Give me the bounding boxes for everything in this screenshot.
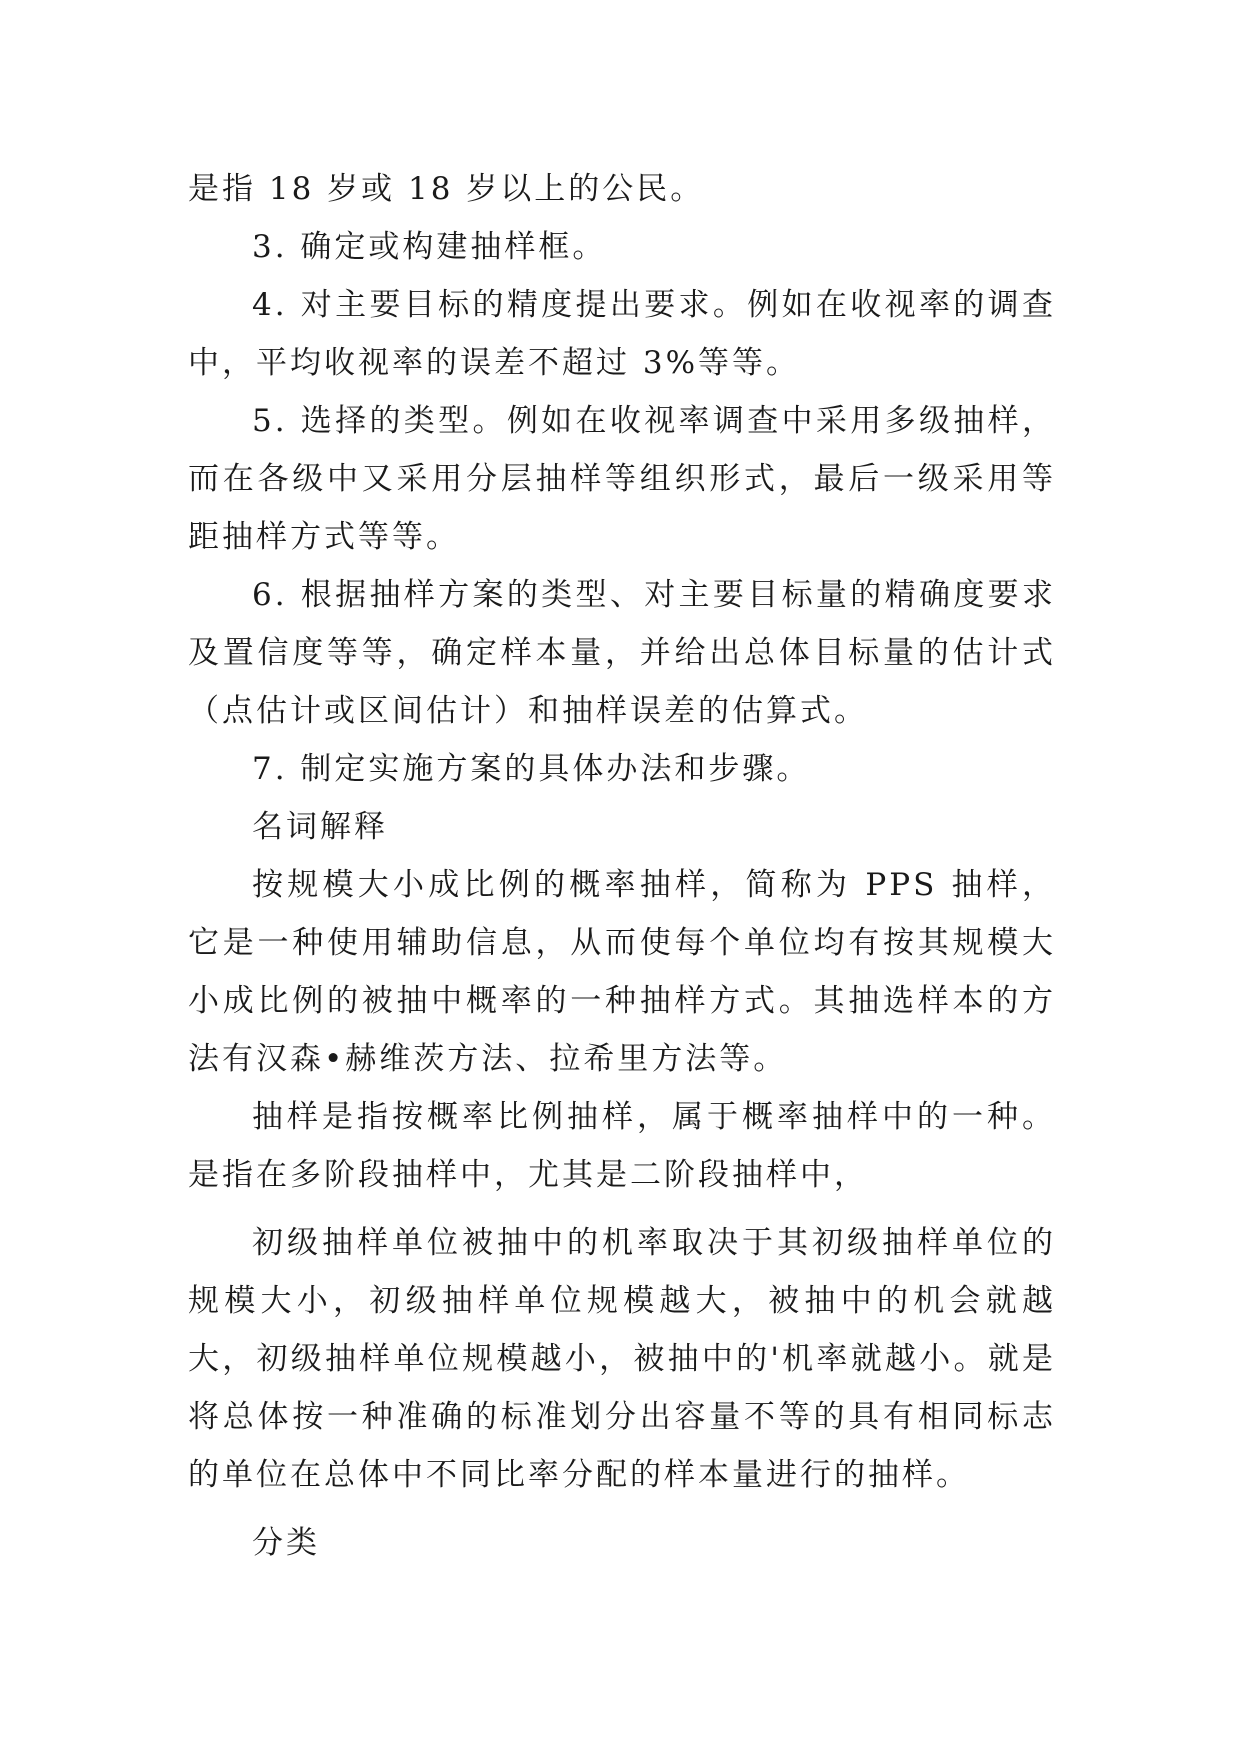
paragraph-step-3: 3. 确定或构建抽样框。: [252, 229, 607, 265]
paragraph-pps-explanation: 抽样是指按概率比例抽样，属于概率抽样中的一种。是指在多阶段抽样中，尤其是二阶段抽样中，: [188, 1099, 1056, 1193]
paragraph-continuation: 是指 18 岁或 18 岁以上的公民。: [188, 171, 705, 207]
paragraph-pps-definition: 按规模大小成比例的概率抽样，简称为 PPS 抽样，它是一种使用辅助信息，从而使每个单位均有按其规模大小成比例的被抽中概率的一种抽样方式。其抽选样本的方法有汉森•赫维茨方法、拉希里方法等。: [188, 867, 1056, 1077]
paragraph-step-4: 4. 对主要目标的精度提出要求。例如在收视率的调查中，平均收视率的误差不超过 3%等等。: [188, 287, 1056, 381]
paragraph-step-7: 7. 制定实施方案的具体办法和步骤。: [252, 751, 811, 787]
paragraph-step-6: 6. 根据抽样方案的类型、对主要目标量的精确度要求及置信度等等，确定样本量，并给出总体目标量的估计式（点估计或区间估计）和抽样误差的估算式。: [188, 577, 1056, 729]
paragraph-step-5: 5. 选择的类型。例如在收视率调查中采用多级抽样，而在各级中又采用分层抽样等组织形式，最后一级采用等距抽样方式等等。: [188, 403, 1056, 555]
section-heading-classification: 分类: [252, 1525, 320, 1561]
document-body: [188, 160, 1056, 1572]
paragraph-pps-detail: 初级抽样单位被抽中的机率取决于其初级抽样单位的规模大小，初级抽样单位规模越大，被抽中的机会就越大，初级抽样单位规模越小，被抽中的'机率就越小。就是将总体按一种准确的标准划分出容量不等的具有相同标志的单位在总体中不同比率分配的样本量进行的抽样。: [188, 1225, 1056, 1493]
section-heading-terms: 名词解释: [252, 809, 388, 845]
